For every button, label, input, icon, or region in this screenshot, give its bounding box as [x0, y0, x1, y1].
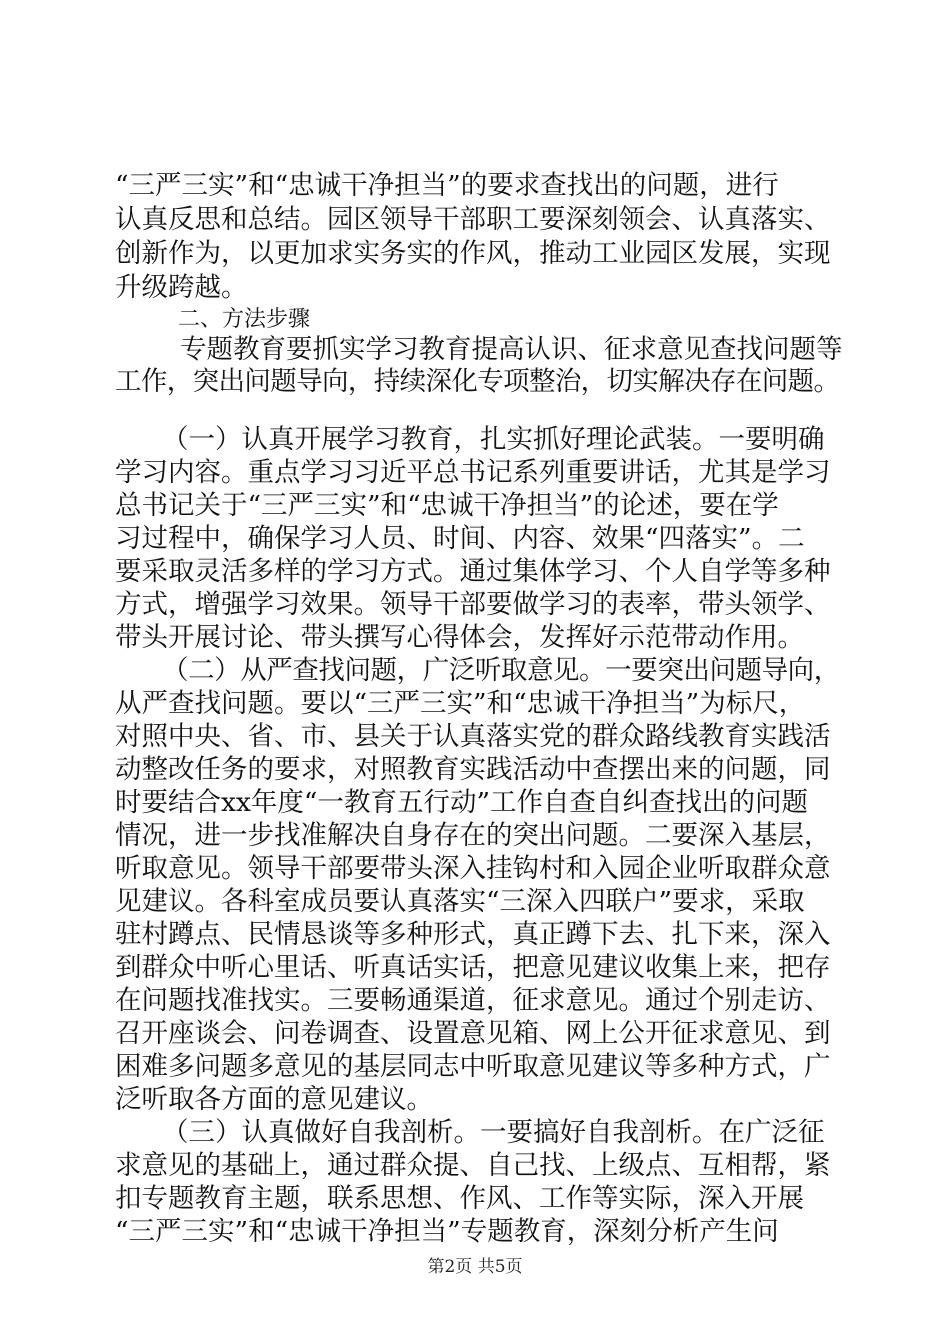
text-line: 驻村蹲点、民情恳谈等多种形式，真正蹲下去、扎下来，深入: [115, 919, 831, 950]
text-line: 泛听取各方面的意见建议。: [115, 1084, 433, 1115]
text-line: “三严三实”和“忠诚干净担当”专题教育，深刻分析产生问: [115, 1216, 779, 1247]
text-line: “三严三实”和“忠诚干净担当”的要求查找出的问题，进行: [115, 170, 779, 201]
text-line: 创新作为，以更加求实务实的作风，推动工业园区发展，实现: [115, 238, 831, 269]
text-line: 召开座谈会、问卷调查、设置意见箱、网上公开征求意见、到: [115, 1018, 831, 1049]
text-line: 到群众中听心里话、听真话实话，把意见建议收集上来，把存: [115, 952, 831, 983]
text-line: 习过程中，确保学习人员、时间、内容、效果“四落实”。二: [115, 523, 805, 554]
text-line: 工作，突出问题导向，持续深化专项整治，切实解决存在问题。: [115, 366, 840, 397]
text-line: 听取意见。领导干部要带头深入挂钩村和入园企业听取群众意: [115, 853, 831, 884]
text-line: 困难多问题多意见的基层同志中听取意见建议等多种方式，广: [115, 1051, 831, 1082]
text-line: 从严查找问题。要以“三严三实”和“忠诚干净担当”为标尺，: [115, 688, 806, 719]
text-line: 带头开展讨论、带头撰写心得体会，发挥好示范带动作用。: [115, 622, 804, 653]
text-line: （一）认真开展学习教育，扎实抓好理论武装。一要明确: [162, 424, 825, 455]
text-line: 见建议。各科室成员要认真落实“三深入四联户”要求，采取: [115, 886, 805, 917]
text-line: （三）认真做好自我剖析。一要搞好自我剖析。在广泛征: [162, 1117, 825, 1148]
text-line: （二）从严查找问题，广泛听取意见。一要突出问题导向，: [162, 655, 840, 686]
text-line: 学习内容。重点学习习近平总书记系列重要讲话，尤其是学习: [115, 457, 831, 488]
text-line: 时要结合xx年度“一教育五行动”工作自查自纠查找出的问题: [115, 787, 808, 818]
text-line: 总书记关于“三严三实”和“忠诚干净担当”的论述，要在学: [115, 490, 779, 521]
page-number: 第2页 共5页: [427, 1257, 523, 1277]
text-line: 求意见的基础上，通过群众提、自己找、上级点、互相帮，紧: [115, 1150, 831, 1181]
text-line: 情况，进一步找准解决自身存在的突出问题。二要深入基层，: [115, 820, 831, 851]
text-line: 认真反思和总结。园区领导干部职工要深刻领会、认真落实、: [115, 204, 831, 235]
text-line: 扣专题教育主题，联系思想、作风、工作等实际，深入开展: [115, 1183, 804, 1214]
text-line: 要采取灵活多样的学习方式。通过集体学习、个人自学等多种: [115, 556, 831, 587]
section-heading: 二、方法步骤: [178, 307, 311, 332]
text-line: 在问题找准找实。三要畅通渠道，征求意见。通过个别走访、: [115, 985, 831, 1016]
text-line: 动整改任务的要求，对照教育实践活动中查摆出来的问题，同: [115, 754, 831, 785]
text-line: 方式，增强学习效果。领导干部要做学习的表率，带头领学、: [115, 589, 831, 620]
text-line: 对照中央、省、市、县关于认真落实党的群众路线教育实践活: [115, 721, 831, 752]
text-line: 专题教育要抓实学习教育提高认识、征求意见查找问题等: [180, 334, 843, 365]
text-line: 升级跨越。: [115, 272, 248, 303]
